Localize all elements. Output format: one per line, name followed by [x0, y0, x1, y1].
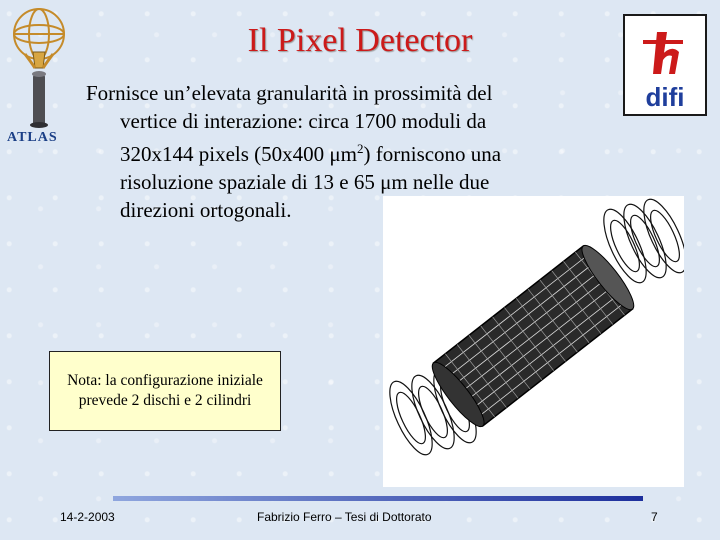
footer-date: 14-2-2003 [60, 510, 115, 524]
pixel-detector-image [383, 196, 684, 487]
difi-logo-text: difi [645, 82, 685, 112]
footer-page-number: 7 [651, 510, 658, 524]
footer-divider [113, 496, 643, 501]
body-line: Fornisce un’elevata granularità in prossimità del [86, 81, 493, 105]
note-text: Nota: la configurazione iniziale prevede 2 dischi e 2 cilindri [67, 372, 263, 409]
body-line-3-main: 320x144 pixels (50x400 μm [120, 142, 357, 166]
footer-author: Fabrizio Ferro – Tesi di Dottorato [257, 510, 432, 524]
superscript: 2 [357, 141, 364, 156]
note-box [49, 351, 281, 431]
atlas-label: ATLAS [7, 130, 58, 145]
body-line: risoluzione spaziale di 13 e 65 μm nelle due [120, 170, 490, 194]
body-line [86, 135, 566, 168]
body-line: vertice di interazione: circa 1700 moduli da [120, 109, 487, 133]
body-line: direzioni ortogonali. [120, 198, 292, 222]
body-line-3-tail: ) forniscono una [363, 142, 502, 166]
slide-title: Il Pixel Detector [247, 22, 473, 59]
difi-logo-icon [623, 14, 707, 116]
